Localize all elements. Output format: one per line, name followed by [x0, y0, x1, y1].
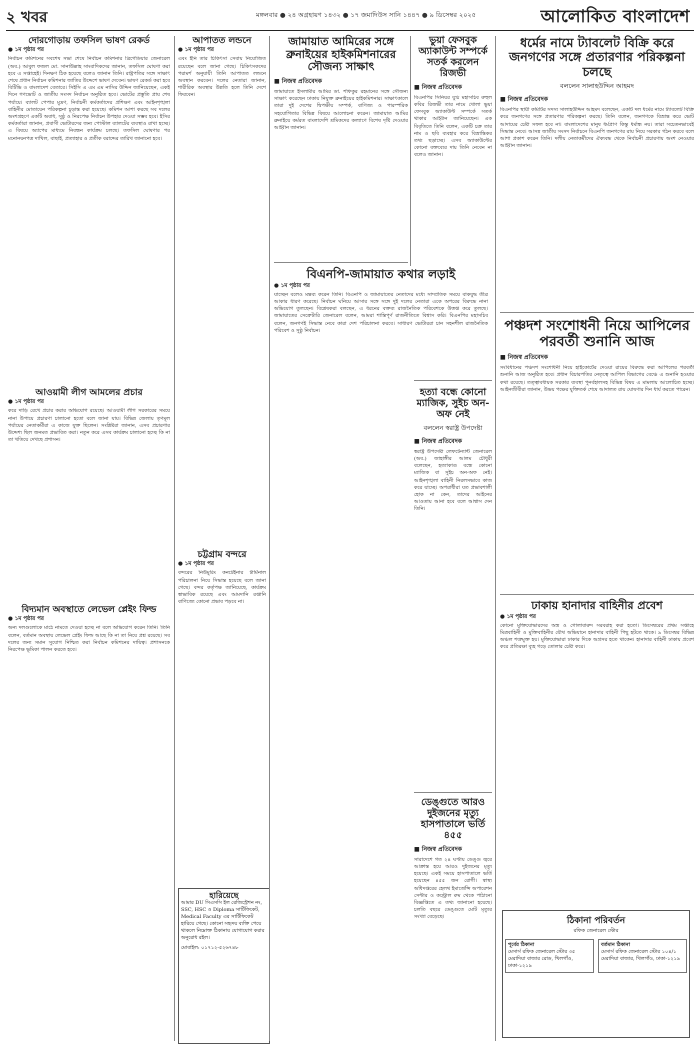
- headline: আপাতত লন্ডনে: [192, 36, 252, 46]
- notice-phone: মোবাইল: ০১৭১২-৫২৬৭৪৮: [181, 945, 239, 952]
- article-occupation: [500, 600, 694, 900]
- article-home-adviser: [414, 388, 492, 788]
- headline: বিদ্যমান অবস্থাতে লেভেল প্লেইং ফিল্ড: [21, 605, 157, 615]
- article-tofsil: [8, 36, 170, 381]
- newspaper-logo: আলোকিত বাংলাদেশ: [540, 7, 690, 27]
- header-rule: [6, 30, 694, 31]
- byline: ■ নিজস্ব প্রতিবেদক: [414, 437, 462, 445]
- headline: পঞ্চদশ সংশোধনী নিয়ে আপিলের পরবর্তী শুনানি আজ: [504, 318, 690, 351]
- continuation-label: ● ১ম পৃষ্ঠার পর: [8, 47, 44, 54]
- byline: ■ নিজস্ব প্রতিবেদক: [414, 845, 462, 853]
- article-body: করে দাড়ি রেখে প্রচার করার অভিযোগ রয়েছে। আওয়ামী লীগ সরকারের সময়ে নানা উপায়ে প্রচারণা চালানো হতো বলে জানা যায়। বিভিন্ন জেলায় তৃণমূল পর্যায়ের নেতাকর্মীরা এ কাজে যুক্ত ছিলেন। সংশ্লিষ্টরা জানান, এসব প্রচারণার উদ্দেশ্য ছিল জনমত প্রভাবিত করা। নতুন করে এসব কার্যক্রম চালানো হচ্ছে কি না তা খতিয়ে দেখছে প্রশাসন।: [8, 408, 170, 444]
- continuation-label: ● ১ম পৃষ্ঠার পর: [8, 399, 44, 406]
- divider: [274, 262, 408, 263]
- article-level-playing: [8, 605, 170, 1035]
- article-body: কোনো মুক্তিযোদ্ধারদের অস্ত্র ও গোলাবারুদ সরবরাহ করা হতো। ডিসেম্বরের প্রথম সপ্তাহে মিত্রবাহিনী ও মুক্তিবাহিনীর যৌথ অভিযানে হানাদার বাহিনী পিছু হটতে থাকে। ৯ ডিসেম্বর বিভিন্ন অঞ্চল শত্রুমুক্ত হয়। মুক্তিযোদ্ধারা ঢাকার দিকে অগ্রসর হতে থাকেন। হানাদার বাহিনী ঢাকায় প্রবেশ করে প্রতিরক্ষা ব্যূহ গড়ে তোলার চেষ্টা করে।: [500, 622, 694, 651]
- article-awami-league: [8, 388, 170, 598]
- lost-notice: [178, 888, 270, 1044]
- article-body: বিএনপির স্থায়ী কমিটির সদস্য সালাহউদ্দিন আহমদ বলেছেন, একটি দল ধর্মের নামে ট্যাবলেট বিক্রি করে জনগণের সঙ্গে প্রতারণার পরিকল্পনা করছে। তিনি বলেন, জনগণকে বিভ্রান্ত করে ভোট আদায়ের চেষ্টা সফল হবে না। বাংলাদেশের মানুষ ধর্মপ্রাণ কিন্তু ধর্মান্ধ নয়। তারা সচেতনভাবেই সিদ্ধান্ত নেবে। আসন্ন জাতীয় সংসদ নির্বাচনে বিএনপি জনগণের রায় নিয়ে সরকার গঠন করবে বলে আশা প্রকাশ করেন তিনি। দলীয় নেতাকর্মীদের ঐক্যবদ্ধ থেকে নির্বাচনী প্রচারণায় অংশ নেওয়ার আহ্বান জানান।: [500, 107, 694, 150]
- article-jamaat-brunei: [274, 36, 408, 258]
- article-body: সংবিধানের পঞ্চদশ সংশোধনী নিয়ে হাইকোর্টের দেওয়া রায়ের বিরুদ্ধে করা আপিলের পরবর্তী শুনানি আজ অনুষ্ঠিত হবে। প্রধান বিচারপতির নেতৃত্বে আপিল বিভাগের বেঞ্চে এ শুনানি হওয়ার কথা রয়েছে। তত্ত্বাবধায়ক সরকার ব্যবস্থা পুনর্বহালসহ বিভিন্ন বিষয় এ মামলায় আলোচিত হচ্ছে। আইনজীবীরা জানান, উভয় পক্ষের যুক্তিতর্ক শেষে আদালত রায় ঘোষণার দিন ধার্য করতে পারেন।: [500, 365, 694, 393]
- divider: [414, 792, 492, 793]
- article-body: অন্য দলগুলোকে মাঠে নামতে দেওয়া হচ্ছে না বলে অভিযোগ করেন তিনি। তিনি বলেন, বর্তমান অবস্থায় লেভেল প্লেইং ফিল্ড আছে কি না তা নিয়ে প্রশ্ন রয়েছে। সব দলের জন্য সমান সুযোগ নিশ্চিত করা নির্বাচন কমিশনের দায়িত্ব। প্রশাসনকে নিরপেক্ষ ভূমিকা পালন করতে হবে।: [8, 625, 170, 653]
- notice-title: হারিয়েছে: [209, 890, 239, 900]
- article-body: স্বরাষ্ট্র উপদেষ্টা লেফটেন্যান্ট জেনারেল (অব.) জাহাঙ্গীর আলম চৌধুরী বলেছেন, হত্যাকাণ্ড বন্ধে কোনো ম্যাজিক বা সুইচ অন-অফ নেই। আইনশৃঙ্খলা বাহিনী নিরলসভাবে কাজ করে যাচ্ছে। অপরাধীরা যত প্রভাবশালী হোক না কেন, তাদের আইনের আওতায় আনা হবে বলে আশ্বাস দেন তিনি।: [414, 448, 492, 513]
- new-address: [598, 939, 687, 973]
- headline: আওয়ামী লীগ আমলের প্রচার: [35, 388, 143, 398]
- headline: ভুয়া ফেসবুক অ্যাকাউন্ট সম্পর্কে সতর্ক করলেন রিজভী: [418, 35, 488, 79]
- old-address-text: মেসার্স রফিক জেনারেল স্টোর ৩৫ মেরাদিয়া বাজার রোড, খিলগাঁও, ঢাকা-১২১৯: [508, 949, 576, 969]
- byline: ■ নিজস্ব প্রতিবেদক: [500, 96, 548, 104]
- headline: ধর্মের নামে ট্যাবলেট বিক্রি করে জনগণের সঙ্গে প্রতারণার পরিকল্পনা চলছে: [509, 35, 685, 79]
- old-address-heading: পূর্বের ঠিকানা: [508, 942, 535, 948]
- article-tablet: [500, 36, 694, 306]
- continuation-label: ● ১ম পৃষ্ঠার পর: [178, 561, 214, 568]
- page-header: [6, 4, 694, 30]
- article-body: বন্দরের নিউমুরিং কনটেইনার টার্মিনাল পরিচালনা নিয়ে সিদ্ধান্ত হয়েছে বলে জানা গেছে। বন্দর কর্তৃপক্ষ জানিয়েছে, কার্যক্রম স্বাভাবিক রয়েছে এবং আমদানি রপ্তানি বাণিজ্যে কোনো প্রভাব পড়বে না।: [178, 570, 266, 606]
- page-number: ২ খবর: [6, 8, 48, 26]
- headline: জামায়াত আমিরের সঙ্গে ব্রুনাইয়ের হাইকমিশনারের সৌজন্য সাক্ষাৎ: [286, 35, 396, 74]
- subheadline: বললেন সালাহউদ্দিন আহমদ: [560, 82, 634, 91]
- headline: হত্যা বন্ধে কোনো ম্যাজিক, সুইচ অন-অফ নেই: [416, 387, 490, 420]
- article-rizvi: [414, 36, 492, 298]
- continuation-label: ● ১ম পৃষ্ঠার পর: [500, 613, 536, 620]
- article-body: জামায়াতে ইসলামীর আমির ডা. শফিকুর রহমানের সঙ্গে সৌজন্য সাক্ষাৎ করেছেন ঢাকায় নিযুক্ত ব্রুনাইয়ের হাইকমিশনার। সাক্ষাৎকালে তারা দুই দেশের দ্বিপক্ষীয় সম্পর্ক, বাণিজ্য ও পারস্পরিক সহযোগিতার বিভিন্ন বিষয়ে আলোচনা করেন। জামায়াত আমির ব্রুনাইয়ে কর্মরত বাংলাদেশি শ্রমিকদের কল্যাণে বিশেষ দৃষ্টি দেওয়ার আহ্বান জানান।: [274, 88, 408, 131]
- byline: ■ নিজস্ব প্রতিবেদক: [414, 83, 462, 91]
- continuation-label: ● ১ম পৃষ্ঠার পর: [274, 282, 310, 289]
- article-chittagong-port: [178, 550, 266, 880]
- new-address-heading: বর্তমান ঠিকানা: [601, 942, 630, 948]
- column-divider: [495, 36, 496, 1041]
- ad-shop-name: রফিক জেনারেল স্টোর: [573, 928, 619, 934]
- date-line: মঙ্গলবার ● ২৪ অগ্রহায়ণ ১৪৩২ ● ১৭ জমাদিউস সানি ১৪৪৭ ● ৯ ডিসেম্বর ২০২৫: [256, 11, 476, 19]
- column-divider: [174, 36, 175, 1041]
- article-body: যাচ্ছেন বলেও মন্তব্য করেন তিনি। বিএনপি ও জামায়াতের নেতাদের মধ্যে সাম্প্রতিক সময়ে বাকযুদ্ধ তীব্র আকার ধারণ করেছে। নির্বাচন ঘনিয়ে আসার সঙ্গে সঙ্গে দুই দলের নেতারা একে অপরের বিরুদ্ধে নানা অভিযোগ তুলছেন। বিশ্লেষকরা বলছেন, এ ধরনের বক্তব্য রাজনৈতিক পরিবেশকে উত্তপ্ত করে তুলছে। জামায়াতের সেক্রেটারি জেনারেল বলেন, আমরা শান্তিপূর্ণ রাজনীতিতে বিশ্বাস করি। বিএনপির মহাসচিব বলেন, জনগণই সিদ্ধান্ত নেবে কারা দেশ পরিচালনা করবে। সাধারণ ভোটাররা চান সহনশীল রাজনৈতিক পরিবেশ ও সুষ্ঠু নির্বাচন।: [274, 291, 488, 334]
- byline: ■ নিজস্ব প্রতিবেদক: [500, 354, 548, 362]
- ad-title: ঠিকানা পরিবর্তন: [566, 916, 626, 926]
- article-body: সারাদেশে গত ২৪ ঘণ্টায় ডেঙ্গু জ্বরে আক্রান্ত হয়ে আরও দুইজনের মৃত্যু হয়েছে। একই সময়ে হাসপাতালে ভর্তি হয়েছেন ৪৫৫ জন রোগী। স্বাস্থ্য অধিদপ্তরের হেলথ ইমার্জেন্সি অপারেশন সেন্টার ও কন্ট্রোল রুম থেকে পাঠানো বিজ্ঞপ্তিতে এ তথ্য জানানো হয়েছে। চলতি বছরে ডেঙ্গুতে মোট মৃত্যুর সংখ্যা বেড়েছে।: [414, 856, 492, 921]
- continuation-label: ● ১ম পৃষ্ঠার পর: [178, 47, 214, 54]
- column-divider: [269, 36, 270, 1041]
- headline: ডেঙ্গুতে আরও দুইজনের মৃত্যু হাসপাতালে ভর্তি ৪৫৫: [420, 797, 486, 841]
- divider: [500, 312, 694, 313]
- new-address-text: মেসার্স রফিক জেনারেল স্টোর ১০৪/১ মেরাদিয়া বাজার, খিলগাঁও, ঢাকা-১২১৯: [601, 949, 681, 962]
- headline: ঢাকায় হানাদার বাহিনীর প্রবেশ: [531, 599, 663, 612]
- byline: ■ নিজস্ব প্রতিবেদক: [274, 77, 322, 85]
- divider: [500, 594, 694, 595]
- article-body: এবং ইনি তার চিকিৎসা সেবায় নিয়োজিত রয়েছেন বলে জানা গেছে। চিকিৎসকদের পরামর্শ অনুযায়ী তিনি আপাতত লন্ডনে অবস্থান করবেন। দলের নেতারা জানান, শারীরিক অবস্থার উন্নতি হলে তিনি দেশে ফিরবেন।: [178, 56, 266, 99]
- subheadline: বললেন স্বরাষ্ট্র উপদেষ্টা: [423, 423, 483, 432]
- headline: চট্টগ্রাম বন্দরে: [197, 550, 247, 560]
- continuation-label: ● ১ম পৃষ্ঠার পর: [8, 616, 44, 623]
- headline: বিএনপি-জামায়াত কথার লড়াই: [306, 267, 456, 281]
- column-divider: [410, 36, 411, 266]
- article-body: বিএনপির সিনিয়র যুগ্ম মহাসচিব রুহুল কবির রিজভী তার নামে খোলা ভুয়া ফেসবুক অ্যাকাউন্ট সম্পর্কে সতর্ক থাকার আহ্বান জানিয়েছেন। এক বিবৃতিতে তিনি বলেন, একটি চক্র তার নাম ও ছবি ব্যবহার করে বিভ্রান্তিকর তথ্য ছড়াচ্ছে। এসব অ্যাকাউন্টের কোনো বক্তব্যের দায় তিনি নেবেন না বলেও জানান।: [414, 94, 492, 159]
- article-15th-amendment: [500, 318, 694, 590]
- headline: দোরগোড়ায় তফসিল ভাষণ রেকর্ড: [28, 36, 150, 46]
- article-london: [178, 36, 266, 546]
- notice-text: আমার DU সিএসসি ইল রেজিস্ট্রেশন নং, SSC, HSC ও Diploma সার্টিফিকেট, Medical Faculty এর সার্টিফিকেট হারিয়ে গেছে। কোনো সহৃদয় ব্যক্তি পেয়ে থাকলে নিম্নোক্ত ঠিকানায় যোগাযোগ করার অনুরোধ রইল।: [181, 900, 265, 942]
- divider: [414, 380, 492, 381]
- old-address: [505, 939, 594, 973]
- article-dengue: [414, 798, 492, 1038]
- article-body: নির্বাচন কমিশনের সবশেষ সভা শেষে নির্বাচন কমিশনার ব্রিগেডিয়ার জেনারেল (অব.) আবুল ফজল মো. সানাউল্লাহ সাংবাদিকদের জানান, তফসিল ঘোষণা করা হবে এ সপ্তাহেই। দিনক্ষণ ঠিক হয়েছে বলেও জানান তিনি। রাষ্ট্রপতির সঙ্গে সাক্ষাৎ শেষে প্রধান নির্বাচন কমিশনার জাতির উদ্দেশে ভাষণ দেবেন। ভাষণ রেকর্ড করা হবে বিটিভি ও বাংলাদেশ বেতারে। সিইসি এ এম এম নাসির উদ্দিন জানিয়েছেন, একই দিনে গণভোট ও জাতীয় সংসদ নির্বাচন অনুষ্ঠিত হবে। ভোটের প্রস্তুতি প্রায় শেষ পর্যায়ে। ব্যালট পেপার মুদ্রণ, নির্বাচনী কর্মকর্তাদের প্রশিক্ষণ এবং আইনশৃঙ্খলা বাহিনীর মোতায়েন পরিকল্পনা চূড়ান্ত করা হয়েছে। কমিশন আশা করছে সব দলের অংশগ্রহণে একটি অবাধ, সুষ্ঠু ও নিরপেক্ষ নির্বাচন উপহার দেওয়া সম্ভব হবে। ইসির কর্মকর্তারা জানান, প্রবাসী ভোটারদের জন্য পোস্টাল ব্যালটের ব্যবস্থাও রাখা হচ্ছে। এ বিষয়ে অ্যাপের মাধ্যমে নিবন্ধন কার্যক্রম চলছে। তফসিল ঘোষণার পর মনোনয়নপত্র দাখিল, বাছাই, প্রত্যাহার ও প্রতীক বরাদ্দের তারিখ জানানো হবে।: [8, 56, 170, 142]
- address-change-ad: [502, 910, 690, 1038]
